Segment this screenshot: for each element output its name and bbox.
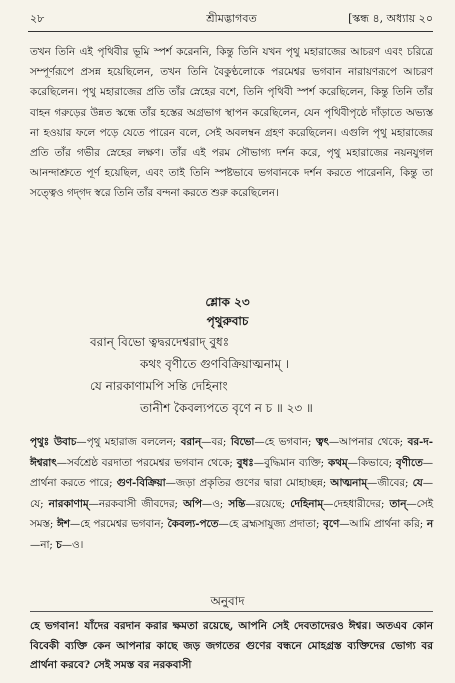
synonym-meaning: জড়া প্রকৃতির গুণের দ্বারা মোহাচ্ছন্ন; [175,477,331,490]
synonym-term: তান্ [389,497,407,510]
synonym-meaning: বর; [211,436,231,448]
running-header [30,10,433,28]
synonym-term: আত্মনাম্ [330,477,368,490]
synonym-term: দেহিনাম্ [290,497,324,510]
synonym-meaning: ও। [72,538,84,551]
synonym-term: চ [56,538,62,551]
synonym-meaning: কিভাবে; [357,456,396,469]
synonym-term: গুণ-বিক্রিয়া [116,477,166,490]
translation-text: হে ভগবান! যাঁদের বরদান করার ক্ষমতা রয়েছে, আপনি সেই দেবতাদেরও ঈশ্বর। অতএব কোন বিবেকী ব্যক্তি কেন আপনার কাছে জড় জগতের গুণের বন্ধনে মোহগ্রস্ত ব্যক্তিদের ভোগ্য বর প্রার্থনা করবে? সেই সমস্ত বর নরকবাসী [30,620,433,671]
synonym-meaning: সেই সমস্ত; [30,497,433,531]
purport-paragraph [30,42,433,204]
header-rule [28,31,433,32]
synonym-term: বিভো [230,436,255,448]
synonym-meaning: ও; [212,497,229,510]
synonym-meaning: রয়েছে; [255,497,291,510]
synonym-meaning: আপনার থেকে; [339,436,408,448]
verse-line: যে নারকাণামপি সন্তি দেহিনাং [90,379,228,393]
translation-rule [30,611,433,612]
translation-paragraph [30,617,433,676]
synonym-meaning: সর্বশ্রেষ্ঠ বরদাতা পরমেশ্বর ভগবান থেকে; [67,456,237,469]
synonym-term: কৈবল্য-পতে [167,518,219,531]
verse-line: তানীশ কৈবল্যপতে বৃণে ন চ ॥ ২৩ ॥ [140,401,313,415]
verse-line: কথং বৃণীতে গুণবিক্রিয়াত্মনাম্ । [140,357,290,371]
synonym-term: কথম্ [328,456,348,469]
synonym-meaning: যে; [30,497,49,510]
synonym-term: বুধঃ [236,456,254,469]
synonym-term: ঈশ [57,518,70,531]
synonym-meaning: আমি প্রার্থনা করি; [349,518,427,531]
verse-line: বরান্ বিভো ত্বদ্বরদেশ্বরাদ্ বুধঃ [90,335,230,349]
synonym-meaning: জীবের; [377,477,413,490]
synonym-meaning: নরকবাসী জীবদের; [98,497,184,510]
synonym-term: ন [426,518,434,531]
synonym-term: যে [412,477,423,490]
book-title: শ্রীমদ্ভাগবত [206,12,257,25]
synonym-meaning: হে ব্রহ্মসাযুজ্য প্রদাতা; [228,518,324,531]
synonym-meaning: হে ভগবান; [264,436,317,448]
page-number: ২৮ [30,12,45,25]
verse-label: শ্লোক ২৩ [205,295,250,309]
synonym-term: সন্তি [228,497,246,510]
synonym-meaning: দেহধারীদের; [333,497,390,510]
synonym-term: বৃণে [323,518,340,531]
synonym-term: বৃণীতে [395,456,423,469]
translation-heading: অনুবাদ [210,594,245,608]
synonym-meaning: না; [40,538,57,551]
synonyms-text: পৃথুঃ উবাচ—পৃথু মহারাজ বললেন; বরান্—বর; বিভো—হে ভগবান; ত্বৎ—আপনার থেকে; বর-দ-ঈশ্বরাৎ—সর্বশ্রেষ্ঠ বরদাতা পরমেশ্বর ভগবান থেকে; বুধঃ—বুদ্ধিমান ব্যক্তি; কথম্—কিভাবে; বৃণীতে—প্রার্থনা করতে পারে; গুণ-বিক্রিয়া—জড়া প্রকৃতির গুণের দ্বারা মোহাচ্ছন্ন; আত্মনাম্—জীবের; যে—যে; নারকাণাম্—নরকবাসী জীবদের; অপি—ও; সন্তি—রয়েছে; দেহিনাম্—দেহধারীদের; তান্—সেই সমস্ত; ঈশ—হে পরমেশ্বর ভগবান; কৈবল্য-পতে—হে ব্রহ্মসাযুজ্য প্রদাতা; বৃণে—আমি প্রার্থনা করি; ন—না; চ—ও। [30,436,434,551]
chapter-location: [স্কন্ধ ৪, অধ্যায় ২০ [348,12,433,25]
synonym-term: বর-দ-ঈশ্বরাৎ [30,436,433,469]
synonym-meaning: হে পরমেশ্বর ভগবান; [80,518,168,531]
synonym-term: অপি [183,497,202,510]
synonyms-paragraph [30,432,433,556]
synonym-meaning: বুদ্ধিমান ব্যক্তি; [264,456,329,469]
synonym-term: ত্বৎ [316,436,329,448]
synonym-term: নারকাণাম্ [48,497,89,510]
purport-text: তখন তিনি এই পৃথিবীর ভূমি স্পর্শ করেননি, কিন্তু তিনি যখন পৃথু মহারাজের আচরণ এবং চরিত্রে সম্পূর্ণরূপে প্রসন্ন হয়েছিলেন, তখন তিনি বৈকুণ্ঠলোকে পরমেশ্বর ভগবান নারায়ণরূপে আচরণ করেছিলেন। পৃথু মহারাজের প্রতি তাঁর স্নেহের বশে, তিনি পৃথিবী স্পর্শ করেছিলেন, কিন্তু তিনি তাঁর বাহন গরুড়ের উন্নত স্কন্ধে তাঁর হস্তের অগ্রভাগ স্থাপন করেছিলেন, যেন পৃথিবীপৃষ্ঠে দাঁড়াতে অভ্যস্ত না হওয়ার ফলে পড়ে যেতে পারেন বলে, সেই অবলম্বন গ্রহণ করেছিলেন। এগুলি পৃথু মহারাজের প্রতি তাঁর গভীর স্নেহের লক্ষণ। তাঁর এই পরম সৌভাগ্য দর্শন করে, পৃথু মহারাজের নয়নযুগল আনন্দাশ্রুতে পূর্ণ হয়েছিল, এবং তাই তিনি স্পষ্টভাবে ভগবানকে দর্শন করতে পারেননি, কিন্তু তা সত্ত্বেও গদ্‌গদ স্বরে তিনি তাঁর বন্দনা করতে শুরু করেছিলেন। [30,46,433,200]
synonym-term: পৃথুঃ উবাচ [30,436,77,448]
synonym-term: বরান্ [180,436,202,448]
synonym-meaning: পৃথু মহারাজ বললেন; [86,436,181,448]
verse-speaker: পৃথুরুবাচ [206,314,249,328]
synonym-meaning: প্রার্থনা করতে পারে; [30,477,117,490]
